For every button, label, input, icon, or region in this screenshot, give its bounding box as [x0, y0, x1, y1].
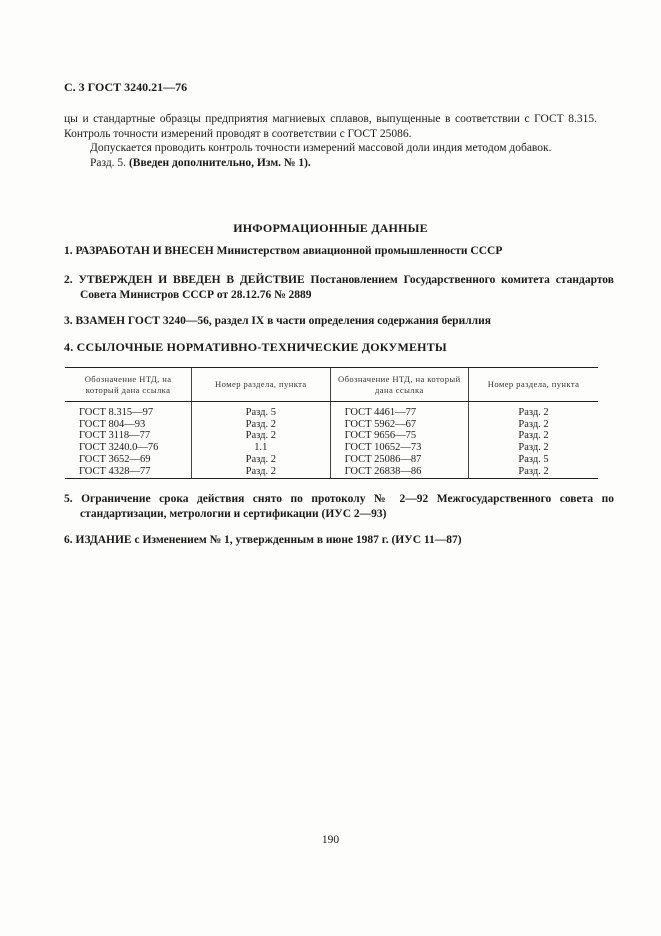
info-item-4-text: ССЫЛОЧНЫЕ НОРМАТИВНО-ТЕХНИЧЕСКИЕ ДОКУМЕНТЫ: [76, 340, 447, 354]
info-item-6-number: 6.: [64, 534, 73, 546]
header-section-1: Номер раздела, пункта: [192, 368, 330, 402]
info-item-5-text: Ограничение срока действия снято по протоколу № 2—92 Межгосударственного совета по стандартизации, метрологии и сертификации (ИУС 2—93): [80, 493, 615, 520]
table-cell: ГОСТ 3118—77: [79, 430, 151, 442]
info-item-2-number: 2.: [64, 274, 73, 286]
table-cell: Разд. 5: [469, 454, 598, 466]
info-item-1: [64, 244, 598, 259]
table-cell: ГОСТ 25086—87: [330, 454, 468, 466]
info-item-6-text: ИЗДАНИЕ с Изменением № 1, утвержденным в июне 1987 г. (ИУС 11—87): [75, 534, 462, 546]
info-item-1-text: РАЗРАБОТАН И ВНЕСЕН Министерством авиационной промышленности СССР: [75, 245, 503, 257]
table-cell: Разд. 5: [192, 402, 330, 419]
table-row: [65, 402, 598, 419]
info-item-4: [64, 340, 598, 355]
allowance-paragraph: Допускается проводить контроль точности измерений массовой доли индия методом добавок.: [90, 142, 552, 154]
table-cell: Разд. 2: [192, 430, 330, 442]
table-header-row: [65, 368, 598, 402]
table-row: [65, 430, 598, 442]
info-item-3-number: 3.: [64, 315, 73, 327]
table-cell: Разд. 2: [192, 419, 330, 431]
table-cell: ГОСТ 4461—77: [330, 402, 468, 419]
info-item-5: [64, 492, 614, 522]
section-note: (Введен дополнительно, Изм. № 1).: [128, 157, 311, 169]
table-cell: Разд. 2: [192, 466, 330, 479]
table-cell: ГОСТ 5962—67: [330, 419, 468, 431]
info-item-2-text: УТВЕРЖДЕН И ВВЕДЕН В ДЕЙСТВИЕ Постановлением Государственного комитета стандартов Совета Министров СССР от 28.12.76 № 2889: [78, 274, 614, 301]
table-cell: Разд. 2: [469, 442, 598, 454]
table-row: [65, 419, 598, 431]
info-item-6: [64, 533, 598, 548]
page-number: 190: [321, 834, 340, 846]
header-doc-1: Обозначение НТД, на который дана ссылка: [65, 368, 192, 402]
info-item-5-number: 5.: [64, 493, 73, 505]
info-title: ИНФОРМАЦИОННЫЕ ДАННЫЕ: [233, 221, 428, 235]
table-cell: Разд. 2: [469, 419, 598, 431]
table-cell: Разд. 2: [469, 466, 598, 479]
table-cell: ГОСТ 4328—77: [65, 466, 192, 479]
section-ref: Разд. 5.: [90, 157, 127, 169]
section-note-paragraph: [64, 156, 597, 171]
table-cell: ГОСТ 26838—86: [330, 466, 468, 479]
info-item-4-number: 4.: [64, 340, 74, 354]
table-row: [65, 466, 598, 479]
table-cell: Разд. 2: [469, 402, 598, 419]
table-cell: Разд. 2: [192, 454, 330, 466]
info-item-3: [64, 314, 598, 329]
page-header: С. 3 ГОСТ 3240.21—76: [64, 80, 188, 94]
header-section-2: Номер раздела, пункта: [469, 368, 598, 402]
references-table: [65, 367, 598, 479]
table-row: [65, 454, 598, 466]
info-item-1-number: 1.: [64, 245, 73, 257]
info-item-3-text: ВЗАМЕН ГОСТ 3240—56, раздел IX в части определения содержания бериллия: [75, 315, 491, 327]
table-cell: ГОСТ 3652—69: [79, 453, 151, 465]
info-item-2: [64, 273, 614, 303]
table-cell: ГОСТ 9656—75: [330, 430, 468, 442]
table-cell: ГОСТ 8.315—97: [79, 407, 154, 418]
table-cell: ГОСТ 3240.0—76: [79, 442, 159, 454]
table-row: [65, 442, 598, 454]
header-doc-2: Обозначение НТД, на который дана ссылка: [330, 368, 468, 402]
table-cell: Разд. 2: [469, 430, 598, 442]
table-cell: ГОСТ 804—93: [79, 418, 146, 430]
table-cell: ГОСТ 10652—73: [330, 442, 468, 454]
continuation-paragraph: цы и стандартные образцы предприятия магниевых сплавов, выпущенные в соответствии с ГОСТ 8.315. Контроль точности измерений проводят в соответствии с ГОСТ 25086.: [64, 113, 597, 140]
table-cell: 1.1: [192, 442, 330, 454]
